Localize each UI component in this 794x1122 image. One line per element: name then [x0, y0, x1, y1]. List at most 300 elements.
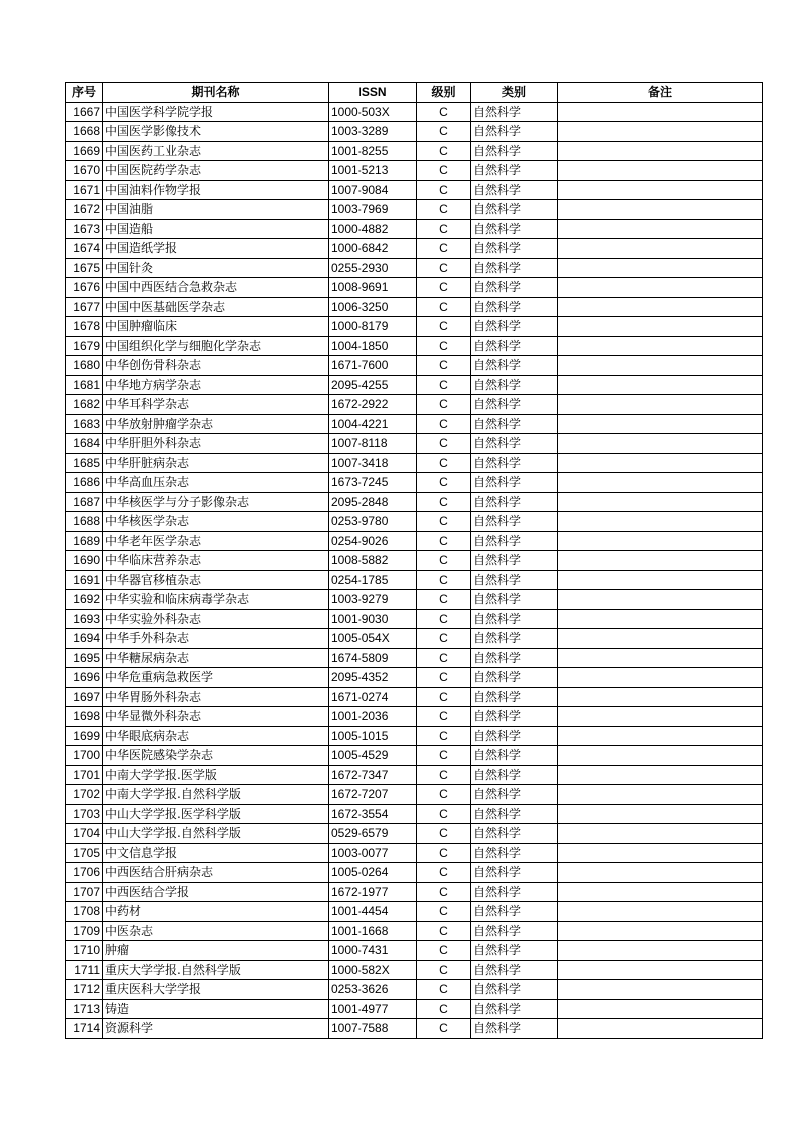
category-cell: 自然科学 — [471, 297, 558, 317]
header-category: 类别 — [471, 83, 558, 103]
level-cell: C — [417, 648, 471, 668]
table-row — [66, 765, 763, 785]
table-row — [66, 180, 763, 200]
issn-cell: 1006-3250 — [329, 297, 417, 317]
journal-name: 肿瘤 — [103, 941, 329, 961]
row-number: 1714 — [66, 1019, 103, 1039]
notes-cell — [558, 512, 763, 532]
journal-name: 中华胃肠外科杂志 — [103, 687, 329, 707]
journal-name: 中南大学学报.自然科学版 — [103, 785, 329, 805]
row-number: 1688 — [66, 512, 103, 532]
category-cell: 自然科学 — [471, 726, 558, 746]
journal-name: 中国针灸 — [103, 258, 329, 278]
row-number: 1696 — [66, 668, 103, 688]
journal-name: 中国医学科学院学报 — [103, 102, 329, 122]
table-row — [66, 200, 763, 220]
level-cell: C — [417, 804, 471, 824]
level-cell: C — [417, 999, 471, 1019]
level-cell: C — [417, 687, 471, 707]
journal-name: 中华老年医学杂志 — [103, 531, 329, 551]
notes-cell — [558, 941, 763, 961]
issn-cell: 1005-4529 — [329, 746, 417, 766]
category-cell: 自然科学 — [471, 882, 558, 902]
row-number: 1699 — [66, 726, 103, 746]
notes-cell — [558, 863, 763, 883]
table-row — [66, 297, 763, 317]
notes-cell — [558, 785, 763, 805]
row-number: 1668 — [66, 122, 103, 142]
category-cell: 自然科学 — [471, 980, 558, 1000]
issn-cell: 0529-6579 — [329, 824, 417, 844]
level-cell: C — [417, 356, 471, 376]
category-cell: 自然科学 — [471, 336, 558, 356]
category-cell: 自然科学 — [471, 434, 558, 454]
category-cell: 自然科学 — [471, 492, 558, 512]
notes-cell — [558, 356, 763, 376]
journal-name: 中华肝胆外科杂志 — [103, 434, 329, 454]
level-cell: C — [417, 668, 471, 688]
notes-cell — [558, 882, 763, 902]
row-number: 1675 — [66, 258, 103, 278]
journal-name: 中国中西医结合急救杂志 — [103, 278, 329, 298]
journal-table — [65, 82, 763, 1039]
table-row — [66, 512, 763, 532]
journal-name: 资源科学 — [103, 1019, 329, 1039]
level-cell: C — [417, 122, 471, 142]
level-cell: C — [417, 902, 471, 922]
issn-cell: 1000-6842 — [329, 239, 417, 259]
table-row — [66, 941, 763, 961]
journal-name: 中华创伤骨科杂志 — [103, 356, 329, 376]
issn-cell: 1672-3554 — [329, 804, 417, 824]
level-cell: C — [417, 336, 471, 356]
journal-name: 中国肿瘤临床 — [103, 317, 329, 337]
notes-cell — [558, 375, 763, 395]
row-number: 1667 — [66, 102, 103, 122]
notes-cell — [558, 726, 763, 746]
level-cell: C — [417, 707, 471, 727]
level-cell: C — [417, 375, 471, 395]
table-row — [66, 824, 763, 844]
notes-cell — [558, 609, 763, 629]
level-cell: C — [417, 512, 471, 532]
issn-cell: 1000-582X — [329, 960, 417, 980]
row-number: 1708 — [66, 902, 103, 922]
journal-name: 中华肝脏病杂志 — [103, 453, 329, 473]
level-cell: C — [417, 1019, 471, 1039]
category-cell: 自然科学 — [471, 609, 558, 629]
header-notes: 备注 — [558, 83, 763, 103]
row-number: 1676 — [66, 278, 103, 298]
issn-cell: 2095-2848 — [329, 492, 417, 512]
journal-name: 铸造 — [103, 999, 329, 1019]
table-row — [66, 258, 763, 278]
notes-cell — [558, 804, 763, 824]
row-number: 1709 — [66, 921, 103, 941]
row-number: 1671 — [66, 180, 103, 200]
notes-cell — [558, 999, 763, 1019]
issn-cell: 2095-4255 — [329, 375, 417, 395]
level-cell: C — [417, 239, 471, 259]
category-cell: 自然科学 — [471, 941, 558, 961]
notes-cell — [558, 200, 763, 220]
row-number: 1687 — [66, 492, 103, 512]
issn-cell: 1003-7969 — [329, 200, 417, 220]
table-row — [66, 551, 763, 571]
issn-cell: 1004-4221 — [329, 414, 417, 434]
journal-name: 中国造纸学报 — [103, 239, 329, 259]
level-cell: C — [417, 785, 471, 805]
level-cell: C — [417, 726, 471, 746]
table-row — [66, 317, 763, 337]
row-number: 1669 — [66, 141, 103, 161]
journal-name: 中国油料作物学报 — [103, 180, 329, 200]
notes-cell — [558, 278, 763, 298]
issn-cell: 2095-4352 — [329, 668, 417, 688]
level-cell: C — [417, 473, 471, 493]
journal-name: 中华临床营养杂志 — [103, 551, 329, 571]
row-number: 1693 — [66, 609, 103, 629]
level-cell: C — [417, 102, 471, 122]
notes-cell — [558, 122, 763, 142]
level-cell: C — [417, 824, 471, 844]
row-number: 1695 — [66, 648, 103, 668]
notes-cell — [558, 297, 763, 317]
row-number: 1684 — [66, 434, 103, 454]
category-cell: 自然科学 — [471, 200, 558, 220]
notes-cell — [558, 102, 763, 122]
table-row — [66, 141, 763, 161]
issn-cell: 1674-5809 — [329, 648, 417, 668]
category-cell: 自然科学 — [471, 531, 558, 551]
header-num: 序号 — [66, 83, 103, 103]
table-row — [66, 1019, 763, 1039]
journal-name: 中华实验和临床病毒学杂志 — [103, 590, 329, 610]
issn-cell: 1001-4977 — [329, 999, 417, 1019]
table-row — [66, 453, 763, 473]
row-number: 1685 — [66, 453, 103, 473]
table-row — [66, 746, 763, 766]
level-cell: C — [417, 414, 471, 434]
level-cell: C — [417, 434, 471, 454]
row-number: 1680 — [66, 356, 103, 376]
level-cell: C — [417, 863, 471, 883]
notes-cell — [558, 531, 763, 551]
row-number: 1670 — [66, 161, 103, 181]
category-cell: 自然科学 — [471, 746, 558, 766]
journal-name: 中华耳科学杂志 — [103, 395, 329, 415]
level-cell: C — [417, 980, 471, 1000]
issn-cell: 1007-9084 — [329, 180, 417, 200]
issn-cell: 1001-2036 — [329, 707, 417, 727]
category-cell: 自然科学 — [471, 629, 558, 649]
table-row — [66, 356, 763, 376]
level-cell: C — [417, 590, 471, 610]
notes-cell — [558, 395, 763, 415]
journal-name: 中华危重病急救医学 — [103, 668, 329, 688]
issn-cell: 1003-9279 — [329, 590, 417, 610]
category-cell: 自然科学 — [471, 687, 558, 707]
notes-cell — [558, 668, 763, 688]
level-cell: C — [417, 219, 471, 239]
table-row — [66, 960, 763, 980]
row-number: 1681 — [66, 375, 103, 395]
issn-cell: 1003-3289 — [329, 122, 417, 142]
journal-name: 中西医结合肝病杂志 — [103, 863, 329, 883]
row-number: 1698 — [66, 707, 103, 727]
table-row — [66, 882, 763, 902]
row-number: 1697 — [66, 687, 103, 707]
journal-name: 中国医学影像技术 — [103, 122, 329, 142]
category-cell: 自然科学 — [471, 960, 558, 980]
category-cell: 自然科学 — [471, 804, 558, 824]
level-cell: C — [417, 609, 471, 629]
notes-cell — [558, 161, 763, 181]
category-cell: 自然科学 — [471, 219, 558, 239]
level-cell: C — [417, 161, 471, 181]
category-cell: 自然科学 — [471, 707, 558, 727]
journal-name: 中华高血压杂志 — [103, 473, 329, 493]
journal-name: 中华核医学与分子影像杂志 — [103, 492, 329, 512]
table-row — [66, 590, 763, 610]
table-row — [66, 980, 763, 1000]
journal-name: 中国油脂 — [103, 200, 329, 220]
category-cell: 自然科学 — [471, 453, 558, 473]
table-body — [66, 102, 763, 1038]
level-cell: C — [417, 570, 471, 590]
table-row — [66, 414, 763, 434]
level-cell: C — [417, 141, 471, 161]
notes-cell — [558, 746, 763, 766]
notes-cell — [558, 765, 763, 785]
notes-cell — [558, 1019, 763, 1039]
table-row — [66, 707, 763, 727]
journal-name: 中华地方病学杂志 — [103, 375, 329, 395]
row-number: 1679 — [66, 336, 103, 356]
issn-cell: 1004-1850 — [329, 336, 417, 356]
table-row — [66, 687, 763, 707]
journal-name: 中华显微外科杂志 — [103, 707, 329, 727]
row-number: 1692 — [66, 590, 103, 610]
issn-cell: 1672-7347 — [329, 765, 417, 785]
category-cell: 自然科学 — [471, 122, 558, 142]
notes-cell — [558, 180, 763, 200]
table-row — [66, 843, 763, 863]
category-cell: 自然科学 — [471, 180, 558, 200]
row-number: 1694 — [66, 629, 103, 649]
notes-cell — [558, 590, 763, 610]
category-cell: 自然科学 — [471, 648, 558, 668]
category-cell: 自然科学 — [471, 668, 558, 688]
notes-cell — [558, 434, 763, 454]
category-cell: 自然科学 — [471, 1019, 558, 1039]
header-level: 级别 — [417, 83, 471, 103]
table-row — [66, 531, 763, 551]
journal-name: 中华眼底病杂志 — [103, 726, 329, 746]
table-header — [66, 83, 763, 103]
journal-name: 重庆大学学报.自然科学版 — [103, 960, 329, 980]
row-number: 1674 — [66, 239, 103, 259]
row-number: 1711 — [66, 960, 103, 980]
table-row — [66, 785, 763, 805]
journal-name: 中华实验外科杂志 — [103, 609, 329, 629]
notes-cell — [558, 473, 763, 493]
level-cell: C — [417, 960, 471, 980]
category-cell: 自然科学 — [471, 141, 558, 161]
category-cell: 自然科学 — [471, 590, 558, 610]
table-row — [66, 219, 763, 239]
notes-cell — [558, 239, 763, 259]
table-row — [66, 434, 763, 454]
category-cell: 自然科学 — [471, 863, 558, 883]
category-cell: 自然科学 — [471, 161, 558, 181]
row-number: 1689 — [66, 531, 103, 551]
issn-cell: 1007-3418 — [329, 453, 417, 473]
level-cell: C — [417, 765, 471, 785]
journal-name: 中华核医学杂志 — [103, 512, 329, 532]
category-cell: 自然科学 — [471, 765, 558, 785]
issn-cell: 1000-7431 — [329, 941, 417, 961]
issn-cell: 1001-4454 — [329, 902, 417, 922]
row-number: 1686 — [66, 473, 103, 493]
journal-name: 中山大学学报.自然科学版 — [103, 824, 329, 844]
issn-cell: 1005-054X — [329, 629, 417, 649]
issn-cell: 1672-7207 — [329, 785, 417, 805]
row-number: 1673 — [66, 219, 103, 239]
level-cell: C — [417, 492, 471, 512]
row-number: 1705 — [66, 843, 103, 863]
issn-cell: 1005-0264 — [329, 863, 417, 883]
category-cell: 自然科学 — [471, 258, 558, 278]
journal-name: 中华糖尿病杂志 — [103, 648, 329, 668]
journal-name: 中华放射肿瘤学杂志 — [103, 414, 329, 434]
level-cell: C — [417, 258, 471, 278]
table-row — [66, 161, 763, 181]
table-row — [66, 629, 763, 649]
table-row — [66, 804, 763, 824]
journal-name: 中华医院感染学杂志 — [103, 746, 329, 766]
notes-cell — [558, 219, 763, 239]
notes-cell — [558, 414, 763, 434]
notes-cell — [558, 824, 763, 844]
notes-cell — [558, 902, 763, 922]
header-row — [66, 83, 763, 103]
table-row — [66, 726, 763, 746]
journal-name: 中国组织化学与细胞化学杂志 — [103, 336, 329, 356]
level-cell: C — [417, 941, 471, 961]
notes-cell — [558, 258, 763, 278]
table-row — [66, 102, 763, 122]
notes-cell — [558, 141, 763, 161]
journal-name: 中文信息学报 — [103, 843, 329, 863]
row-number: 1678 — [66, 317, 103, 337]
issn-cell: 1008-9691 — [329, 278, 417, 298]
table-row — [66, 336, 763, 356]
issn-cell: 0255-2930 — [329, 258, 417, 278]
issn-cell: 1007-8118 — [329, 434, 417, 454]
issn-cell: 1671-7600 — [329, 356, 417, 376]
level-cell: C — [417, 297, 471, 317]
level-cell: C — [417, 180, 471, 200]
category-cell: 自然科学 — [471, 902, 558, 922]
notes-cell — [558, 843, 763, 863]
row-number: 1702 — [66, 785, 103, 805]
row-number: 1682 — [66, 395, 103, 415]
issn-cell: 0254-1785 — [329, 570, 417, 590]
row-number: 1710 — [66, 941, 103, 961]
issn-cell: 1001-1668 — [329, 921, 417, 941]
level-cell: C — [417, 843, 471, 863]
table-row — [66, 375, 763, 395]
row-number: 1701 — [66, 765, 103, 785]
notes-cell — [558, 551, 763, 571]
level-cell: C — [417, 551, 471, 571]
row-number: 1700 — [66, 746, 103, 766]
category-cell: 自然科学 — [471, 473, 558, 493]
category-cell: 自然科学 — [471, 785, 558, 805]
issn-cell: 1000-8179 — [329, 317, 417, 337]
category-cell: 自然科学 — [471, 317, 558, 337]
category-cell: 自然科学 — [471, 356, 558, 376]
issn-cell: 1000-503X — [329, 102, 417, 122]
notes-cell — [558, 629, 763, 649]
journal-name: 中西医结合学报 — [103, 882, 329, 902]
category-cell: 自然科学 — [471, 921, 558, 941]
row-number: 1683 — [66, 414, 103, 434]
category-cell: 自然科学 — [471, 999, 558, 1019]
notes-cell — [558, 570, 763, 590]
category-cell: 自然科学 — [471, 551, 558, 571]
row-number: 1706 — [66, 863, 103, 883]
issn-cell: 1001-8255 — [329, 141, 417, 161]
row-number: 1713 — [66, 999, 103, 1019]
notes-cell — [558, 336, 763, 356]
notes-cell — [558, 317, 763, 337]
table-row — [66, 395, 763, 415]
issn-cell: 1001-9030 — [329, 609, 417, 629]
table-row — [66, 921, 763, 941]
row-number: 1712 — [66, 980, 103, 1000]
notes-cell — [558, 648, 763, 668]
journal-name: 中国医院药学杂志 — [103, 161, 329, 181]
category-cell: 自然科学 — [471, 570, 558, 590]
category-cell: 自然科学 — [471, 414, 558, 434]
category-cell: 自然科学 — [471, 512, 558, 532]
issn-cell: 1003-0077 — [329, 843, 417, 863]
category-cell: 自然科学 — [471, 239, 558, 259]
notes-cell — [558, 980, 763, 1000]
journal-name: 中华手外科杂志 — [103, 629, 329, 649]
issn-cell: 1008-5882 — [329, 551, 417, 571]
issn-cell: 1672-1977 — [329, 882, 417, 902]
notes-cell — [558, 921, 763, 941]
row-number: 1707 — [66, 882, 103, 902]
table-row — [66, 863, 763, 883]
row-number: 1690 — [66, 551, 103, 571]
table-row — [66, 473, 763, 493]
issn-cell: 0254-9026 — [329, 531, 417, 551]
row-number: 1691 — [66, 570, 103, 590]
table-row — [66, 609, 763, 629]
issn-cell: 1005-1015 — [329, 726, 417, 746]
issn-cell: 1007-7588 — [329, 1019, 417, 1039]
table-row — [66, 239, 763, 259]
issn-cell: 1671-0274 — [329, 687, 417, 707]
table-row — [66, 570, 763, 590]
journal-name: 重庆医科大学学报 — [103, 980, 329, 1000]
level-cell: C — [417, 746, 471, 766]
row-number: 1672 — [66, 200, 103, 220]
